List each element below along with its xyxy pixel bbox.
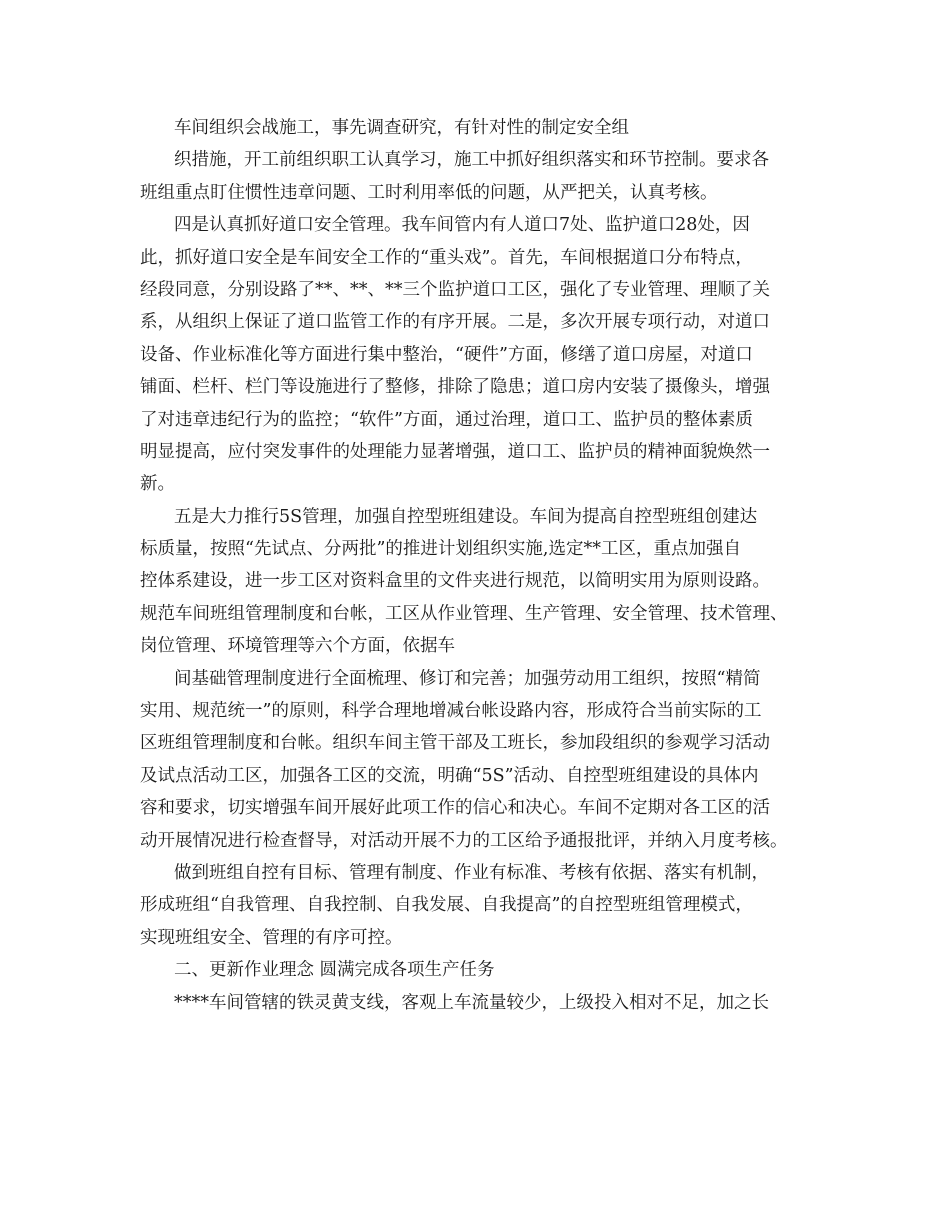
text-line: 系，从组织上保证了道口监管工作的有序开展。二是，多次开展专项行动，对道口 bbox=[140, 312, 770, 333]
text-line: 此，抓好道口安全是车间安全工作的“重头戏”。首先，车间根据道口分布特点， bbox=[140, 247, 753, 268]
text-line: 规范车间班组管理制度和台帐，工区从作业管理、生产管理、安全管理、技术管理、 bbox=[140, 603, 788, 624]
text-line: 二、更新作业理念 圆满完成各项生产任务 bbox=[174, 960, 495, 981]
text-line: 车间组织会战施工，事先调查研究，有针对性的制定安全组 bbox=[174, 118, 629, 138]
text-line: 容和要求，切实增强车间开展好此项工作的信心和决心。车间不定期对各工区的活 bbox=[140, 798, 770, 819]
text-line: 实现班组安全、管理的有序可控。 bbox=[140, 927, 403, 948]
document-body bbox=[140, 112, 840, 1019]
text-line: 区班组管理制度和台帐。组织车间主管干部及工班长，参加段组织的参观学习活动 bbox=[140, 733, 770, 754]
text-line: 做到班组自控有目标、管理有制度、作业有标准、考核有依据、落实有机制， bbox=[174, 862, 769, 883]
text-line: 经段同意，分别设路了**、**、**三个监护道口工区，强化了专业管理、理顺了关 bbox=[140, 279, 770, 300]
text-line: 间基础管理制度进行全面梳理、修订和完善；加强劳动用工组织，按照“精简 bbox=[174, 668, 761, 689]
text-line: 班组重点盯住惯性违章问题、工时利用率低的问题，从严把关，认真考核。 bbox=[140, 182, 718, 203]
text-line: 及试点活动工区，加强各工区的交流，明确“5S”活动、自控型班组建设的具体内 bbox=[140, 765, 759, 786]
text-line: 设备、作业标准化等方面进行集中整治，“硬件”方面，修缮了道口房屋，对道口 bbox=[140, 344, 753, 365]
text-line: 实用、规范统一”的原则，科学合理地增减台帐设路内容，形成符合当前实际的工 bbox=[140, 701, 762, 722]
text-line: ****车间管辖的铁灵黄支线，客观上车流量较少，上级投入相对不足，加之长 bbox=[174, 992, 769, 1013]
text-line: 岗位管理、环境管理等六个方面，依据车 bbox=[140, 636, 455, 657]
text-line: 标质量，按照“先试点、分两批”的推进计划组织实施,选定**工区，重点加强自 bbox=[140, 539, 741, 560]
text-line: 动开展情况进行检查督导，对活动开展不力的工区给予通报批评，并纳入月度考核。 bbox=[140, 830, 788, 851]
text-line: 明显提高，应付突发事件的处理能力显著增强，道口工、监护员的精神面貌焕然一 bbox=[140, 441, 770, 462]
text-line: 了对违章违纪行为的监控；“软件”方面，通过治理，道口工、监护员的整体素质 bbox=[140, 409, 753, 430]
text-line: 形成班组“自我管理、自我控制、自我发展、自我提高”的自控型班组管理模式， bbox=[140, 895, 753, 916]
text-line: 织措施，开工前组织职工认真学习，施工中抓好组织落实和环节控制。要求各 bbox=[174, 150, 769, 171]
text-line: 五是大力推行5S管理，加强自控型班组建设。车间为提高自控型班组创建达 bbox=[174, 506, 758, 527]
text-line: 控体系建设，进一步工区对资料盒里的文件夹进行规范，以简明实用为原则设路。 bbox=[140, 571, 770, 592]
text-line: 新。 bbox=[140, 474, 175, 495]
text-line: 铺面、栏杆、栏门等设施进行了整修，排除了隐患；道口房内安装了摄像头，增强 bbox=[140, 377, 770, 398]
text-line: 四是认真抓好道口安全管理。我车间管内有人道口7处、监护道口28处，因 bbox=[174, 215, 750, 236]
